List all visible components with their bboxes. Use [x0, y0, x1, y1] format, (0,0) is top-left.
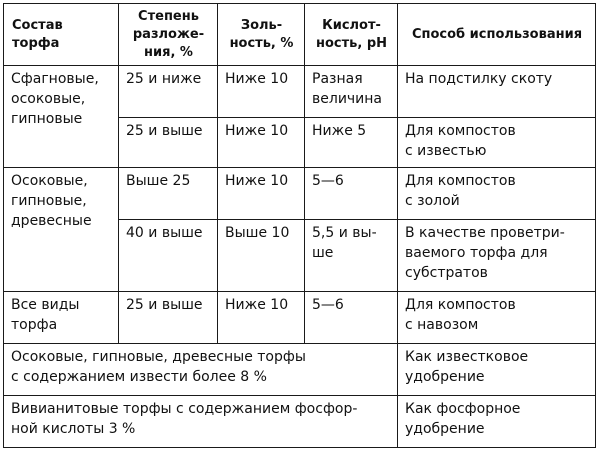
header-usage: Способ использования — [398, 4, 596, 66]
cell-usage: Как известковое удобрение — [398, 344, 596, 396]
header-ash: Золь- ность, % — [218, 4, 305, 66]
cell-usage: Для компостов с навозом — [398, 292, 596, 344]
header-composition: Состав торфа — [4, 4, 119, 66]
header-acidity: Кислот- ность, pH — [305, 4, 398, 66]
cell-ash: Выше 10 — [218, 220, 305, 292]
cell-decomposition: 25 и выше — [119, 118, 218, 168]
header-row — [4, 4, 596, 66]
header-decomposition: Степень разложе- ния, % — [119, 4, 218, 66]
cell-ash: Ниже 10 — [218, 168, 305, 220]
cell-usage: На подстилку скоту — [398, 66, 596, 118]
table-row — [4, 66, 596, 118]
cell-acidity: Разная величина — [305, 66, 398, 118]
cell-acidity: 5,5 и вы- ше — [305, 220, 398, 292]
cell-decomposition: Выше 25 — [119, 168, 218, 220]
cell-decomposition: 25 и выше — [119, 292, 218, 344]
cell-ash: Ниже 10 — [218, 292, 305, 344]
cell-ash: Ниже 10 — [218, 66, 305, 118]
cell-ash: Ниже 10 — [218, 118, 305, 168]
cell-usage: Для компостов с золой — [398, 168, 596, 220]
peat-usage-table — [3, 3, 596, 448]
cell-merged-description: Вивианитовые торфы с содержанием фосфор- ной кислоты 3 % — [4, 396, 398, 448]
table-row — [4, 344, 596, 396]
cell-usage: Для компостов с известью — [398, 118, 596, 168]
cell-merged-description: Осоковые, гипновые, древесные торфы с содержанием извести более 8 % — [4, 344, 398, 396]
cell-decomposition: 40 и выше — [119, 220, 218, 292]
cell-usage: В качестве проветри- ваемого торфа для субстратов — [398, 220, 596, 292]
cell-acidity: Ниже 5 — [305, 118, 398, 168]
table-row — [4, 168, 596, 220]
table-row — [4, 396, 596, 448]
cell-composition: Все виды торфа — [4, 292, 119, 344]
cell-usage: Как фосфорное удобрение — [398, 396, 596, 448]
cell-decomposition: 25 и ниже — [119, 66, 218, 118]
cell-composition: Сфагновые, осоковые, гипновые — [4, 66, 119, 168]
cell-composition: Осоковые, гипновые, древесные — [4, 168, 119, 292]
cell-acidity: 5—6 — [305, 292, 398, 344]
cell-acidity: 5—6 — [305, 168, 398, 220]
table-row — [4, 292, 596, 344]
